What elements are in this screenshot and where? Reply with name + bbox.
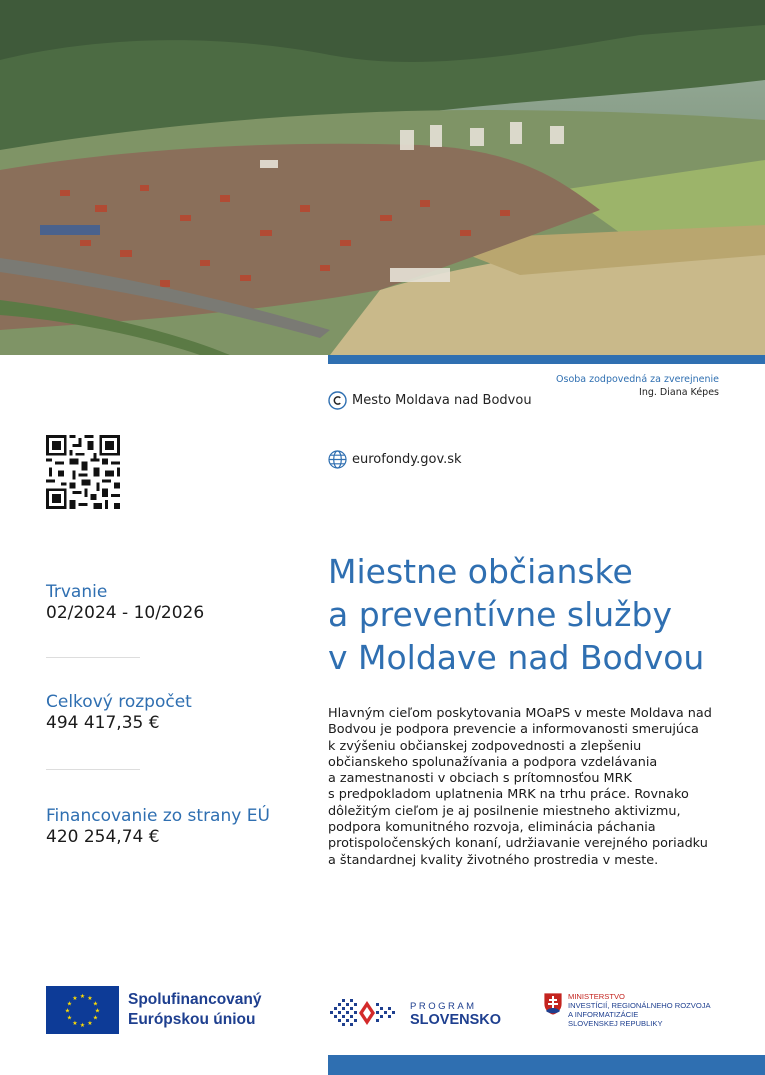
duration-label: Trvanie [46, 582, 108, 602]
program-slovensko-icon [328, 993, 402, 1037]
ministry-logo-line: SLOVENSKEJ REPUBLIKY [568, 1019, 663, 1028]
publisher-text: Mesto Moldava nad Bodvou [352, 393, 532, 408]
svg-text:★: ★ [87, 995, 93, 1002]
svg-text:★: ★ [94, 1007, 101, 1015]
eu-cofunded-logo [46, 986, 262, 1034]
description-line: k zvýšeniu občianskej zodpovednosti a zlepšeniu [328, 738, 642, 754]
description-line: a zamestnanosti v obciach s prítomnosťou MRK [328, 771, 632, 787]
duration-value: 02/2024 - 10/2026 [46, 603, 205, 623]
description-line: protispoločenských konaní, udržiavanie verejného poriadku [328, 836, 708, 852]
svg-text:★: ★ [72, 1020, 78, 1027]
description-line: občianskeho spolunažívania a podpora vzdelávania [328, 754, 658, 770]
program-slovensko-logo [328, 993, 501, 1037]
eu-logo-line: Európskou úniou [128, 1011, 256, 1028]
svg-text:★: ★ [87, 1020, 93, 1027]
eu-funding-label: Financovanie zo strany EÚ [46, 806, 270, 826]
svg-text:★: ★ [79, 1022, 86, 1029]
svg-text:★: ★ [92, 1014, 99, 1022]
responsible-person [556, 373, 719, 399]
website-row [328, 450, 462, 469]
svg-text:★: ★ [66, 1014, 73, 1022]
eu-funding-block [46, 806, 270, 848]
ministry-logo-line: MINISTERSTVO [568, 992, 625, 1001]
program-logo-line: PROGRAM [410, 1001, 477, 1012]
divider [46, 769, 140, 770]
svg-text:★: ★ [72, 995, 78, 1002]
responsible-label: Osoba zodpovedná za zverejnenie [556, 374, 719, 385]
eu-flag-icon [46, 986, 119, 1034]
budget-block [46, 692, 192, 734]
website-link[interactable]: eurofondy.gov.sk [352, 452, 462, 467]
description-line: a štandardnej kvality životného prostredia v meste. [328, 852, 659, 868]
publisher-row [328, 391, 532, 410]
globe-icon [328, 450, 347, 469]
top-accent-bar [328, 355, 765, 364]
qr-code[interactable] [46, 435, 120, 509]
description-line: podpora komunitného rozvoja, eliminácia páchania [328, 820, 656, 836]
program-logo-line: SLOVENSKO [410, 1012, 502, 1028]
svg-text:★: ★ [66, 1000, 73, 1008]
svg-text:★: ★ [79, 993, 86, 1000]
description-line: s predpokladom uplatnenia MRK na trhu práce. Rovnako [328, 787, 689, 803]
copyright-icon [328, 391, 347, 410]
budget-label: Celkový rozpočet [46, 692, 192, 712]
duration-block [46, 582, 204, 624]
bottom-accent-bar [328, 1055, 765, 1075]
description-line: Hlavným cieľom poskytovania MOaPS v meste Moldava nad [328, 706, 712, 721]
project-title [328, 550, 748, 679]
ministry-logo-line: A INFORMATIZÁCIE [568, 1010, 639, 1019]
project-description [328, 706, 728, 869]
budget-value: 494 417,35 € [46, 713, 160, 733]
responsible-name: Ing. Diana Képes [639, 387, 719, 398]
title-line: Miestne občianske [328, 552, 633, 591]
description-line: dôležitým cieľom je aj posilnenie miestneho aktivizmu, [328, 803, 681, 819]
description-line: Bodvou je podpora prevencie a informovanosti smerujúca [328, 722, 699, 738]
eu-logo-line: Spolufinancovaný [128, 991, 262, 1008]
aerial-town-photo [0, 0, 765, 355]
svg-text:★: ★ [92, 1000, 99, 1008]
title-line: v Moldave nad Bodvou [328, 638, 705, 677]
svg-text:★: ★ [64, 1007, 71, 1015]
eu-funding-value: 420 254,74 € [46, 827, 160, 847]
divider [46, 657, 140, 658]
ministry-logo-line: INVESTÍCIÍ, REGIONÁLNEHO ROZVOJA [568, 1001, 711, 1010]
ministry-logo [543, 992, 711, 1028]
title-line: a preventívne služby [328, 595, 672, 634]
slovak-coat-of-arms-icon [543, 992, 563, 1028]
